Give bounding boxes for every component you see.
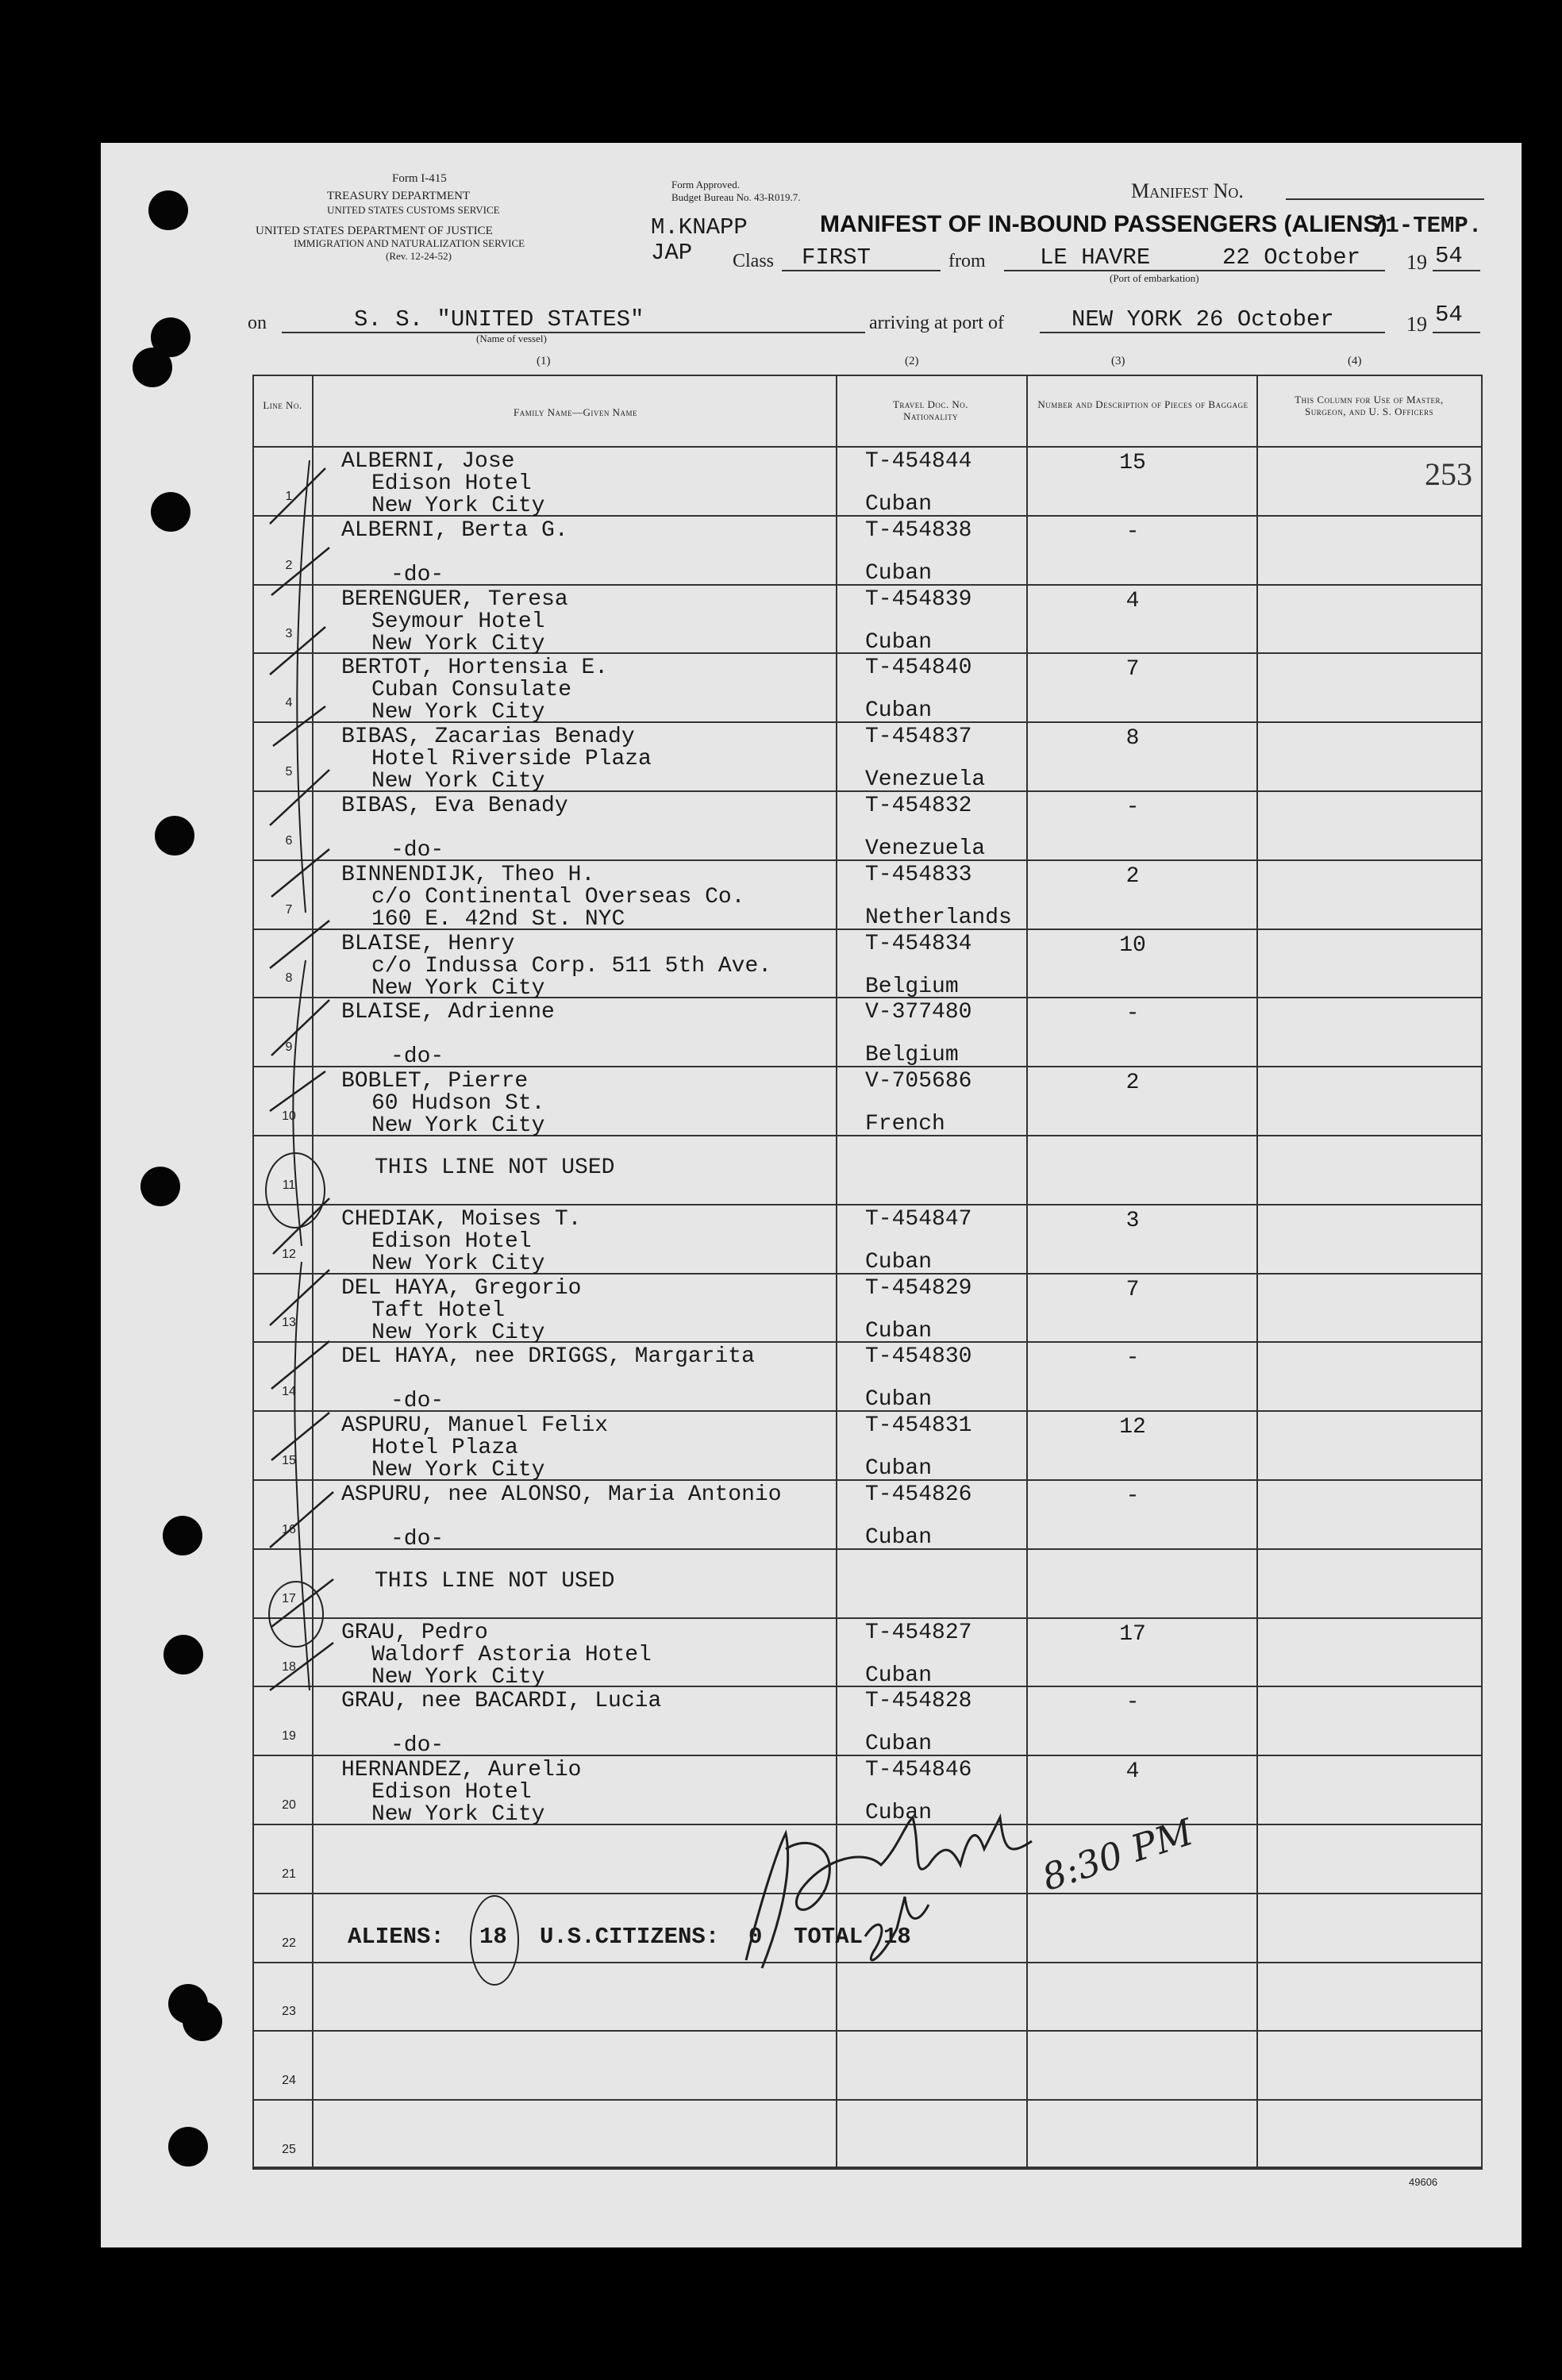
passenger-address-2: -do- xyxy=(390,1389,444,1413)
line-number: 1 xyxy=(285,490,293,503)
line-number: 24 xyxy=(282,2074,296,2087)
line-number: 20 xyxy=(282,1798,296,1812)
passenger-address-2: New York City xyxy=(371,1458,545,1482)
punch-hole xyxy=(163,1516,202,1555)
manifest-no-line xyxy=(1286,198,1484,200)
passenger-name: GRAU, nee BACARDI, Lucia xyxy=(341,1689,662,1713)
handwritten-signature xyxy=(730,1801,1079,1984)
passenger-address-2: -do- xyxy=(390,838,444,863)
header-rule xyxy=(252,446,1483,448)
header-line-no: Line No. xyxy=(263,399,302,411)
line-number: 23 xyxy=(282,2005,296,2018)
punch-hole xyxy=(155,816,194,855)
passenger-address-2: 160 E. 42nd St. NYC xyxy=(371,907,625,932)
line-number: 8 xyxy=(285,971,293,985)
nationality: Cuban xyxy=(865,1525,933,1550)
baggage-count: 2 xyxy=(1125,1071,1140,1095)
travel-doc-number: T-454833 xyxy=(865,863,972,887)
ins-label: IMMIGRATION AND NATURALIZATION SERVICE xyxy=(294,237,525,249)
col-divider xyxy=(1256,375,1258,2168)
vessel-name: S. S. "UNITED STATES" xyxy=(354,306,644,333)
officer-initials-2: JAP xyxy=(651,240,693,266)
baggage-count: 4 xyxy=(1125,589,1140,613)
passenger-name: CHEDIAK, Moises T. xyxy=(341,1207,582,1232)
nationality: Cuban xyxy=(865,698,933,723)
budget-label: Budget Bureau No. 43-R019.7. xyxy=(671,191,801,203)
passenger-name: BLAISE, Adrienne xyxy=(341,1000,555,1025)
on-label: on xyxy=(248,313,267,333)
aliens-label: ALIENS: xyxy=(348,1924,444,1950)
passenger-address-2: -do- xyxy=(390,1527,444,1551)
nationality: Venezuela xyxy=(865,767,986,792)
punch-hole xyxy=(164,1635,203,1674)
travel-doc-number: T-454847 xyxy=(865,1207,972,1232)
depart-year: 54 xyxy=(1435,243,1463,269)
nationality: French xyxy=(865,1112,945,1136)
line-number: 4 xyxy=(285,696,293,709)
travel-doc-number: T-454828 xyxy=(865,1689,972,1713)
row-rule xyxy=(252,1617,1483,1619)
passenger-name: BERTOT, Hortensia E. xyxy=(341,656,609,680)
depart-year-line xyxy=(1433,270,1480,271)
line-number: 12 xyxy=(282,1248,296,1261)
nationality: Cuban xyxy=(865,1663,933,1688)
punch-hole xyxy=(133,348,172,387)
travel-doc-number: T-454826 xyxy=(865,1482,972,1507)
class-label: Class xyxy=(733,251,775,271)
stamp-number: 253 xyxy=(1425,456,1472,492)
travel-doc-number: T-454830 xyxy=(865,1344,972,1369)
passenger-address-2: New York City xyxy=(371,769,545,794)
port-line xyxy=(1004,270,1385,271)
col-number-1: (1) xyxy=(537,355,551,367)
passenger-name: ALBERNI, Jose xyxy=(341,449,515,474)
aliens-circle xyxy=(470,1895,519,1986)
col-number-3: (3) xyxy=(1111,355,1125,367)
travel-doc-number: T-454839 xyxy=(865,587,972,612)
passenger-address-1: Seymour Hotel xyxy=(371,609,545,634)
baggage-count: 15 xyxy=(1119,451,1146,475)
baggage-count: 7 xyxy=(1125,657,1140,682)
handwritten-time: 8:30 PM xyxy=(1037,1810,1198,1899)
line-number: 22 xyxy=(282,1936,296,1950)
row-rule xyxy=(252,2030,1483,2032)
travel-doc-number: V-705686 xyxy=(865,1069,972,1094)
baggage-count: 12 xyxy=(1119,1415,1146,1440)
passenger-address-1: Taft Hotel xyxy=(371,1298,506,1323)
punch-hole xyxy=(183,2001,222,2041)
travel-doc-number: T-454834 xyxy=(865,932,972,956)
line-number: 5 xyxy=(285,765,293,779)
nationality: Cuban xyxy=(865,1456,933,1481)
header-travel-doc: Travel Doc. No. Nationality xyxy=(892,398,969,422)
passenger-address-1: c/o Indussa Corp. 511 5th Ave. xyxy=(371,954,772,979)
baggage-count: 2 xyxy=(1125,864,1140,889)
nationality: Cuban xyxy=(865,1387,933,1412)
depart-date: 22 October xyxy=(1222,244,1361,271)
class-value: FIRST xyxy=(802,244,871,271)
line-number: 7 xyxy=(285,903,293,917)
baggage-count: - xyxy=(1125,520,1140,544)
travel-doc-number: T-454840 xyxy=(865,656,972,680)
passenger-name: BIBAS, Eva Benady xyxy=(341,794,568,818)
passenger-address-2: New York City xyxy=(371,976,545,1001)
passenger-address-2: New York City xyxy=(371,1665,545,1690)
passenger-name: HERNANDEZ, Aurelio xyxy=(341,1758,582,1782)
passenger-name: BIBAS, Zacarias Benady xyxy=(341,725,635,749)
travel-doc-number: T-454844 xyxy=(865,449,972,474)
revision-label: (Rev. 12-24-52) xyxy=(386,250,452,262)
passenger-name: BERENGUER, Teresa xyxy=(341,587,568,612)
port-caption: (Port of embarkation) xyxy=(1110,272,1199,284)
col-number-4: (4) xyxy=(1348,355,1362,367)
total-label: TOTAL xyxy=(794,1924,864,1950)
approved-label: Form Approved. xyxy=(671,179,740,190)
passenger-address-2: New York City xyxy=(371,632,545,656)
passenger-name: THIS LINE NOT USED xyxy=(375,1155,615,1180)
punch-hole xyxy=(140,1167,180,1206)
passenger-address-2: New York City xyxy=(371,1802,545,1827)
nationality: Netherlands xyxy=(865,905,1012,930)
citizens-count: 0 xyxy=(748,1924,763,1950)
nationality: Cuban xyxy=(865,492,933,517)
travel-doc-number: T-454837 xyxy=(865,725,972,749)
line-number: 11 xyxy=(282,1178,296,1192)
from-label: from xyxy=(948,251,986,271)
class-line xyxy=(782,270,941,271)
baggage-count: 8 xyxy=(1125,726,1140,751)
passenger-address-2: -do- xyxy=(390,1733,444,1758)
line-number: 3 xyxy=(285,627,293,640)
nationality: Cuban xyxy=(865,630,933,655)
justice-label: UNITED STATES DEPARTMENT OF JUSTICE xyxy=(256,225,493,237)
passenger-address-2: New York City xyxy=(371,700,545,725)
line-number: 6 xyxy=(285,834,293,848)
customs-label: UNITED STATES CUSTOMS SERVICE xyxy=(327,204,500,216)
passenger-name: ASPURU, nee ALONSO, Maria Antonio xyxy=(341,1482,782,1507)
punch-hole xyxy=(148,190,188,230)
travel-doc-number: T-454827 xyxy=(865,1621,972,1645)
arrival-year: 54 xyxy=(1435,302,1463,328)
manifest-title: MANIFEST OF IN-BOUND PASSENGERS (ALIENS) xyxy=(820,211,1387,237)
baggage-count: 3 xyxy=(1125,1209,1140,1233)
line-number: 16 xyxy=(282,1523,296,1536)
passenger-name: ASPURU, Manuel Felix xyxy=(341,1413,609,1438)
passenger-address-1: Hotel Riverside Plaza xyxy=(371,747,652,771)
line-number: 18 xyxy=(282,1660,296,1674)
nationality: Cuban xyxy=(865,1732,933,1756)
passenger-address-1: Edison Hotel xyxy=(371,471,532,496)
baggage-count: - xyxy=(1125,1002,1140,1026)
port-value: LE HAVRE xyxy=(1040,244,1151,271)
travel-doc-number: T-454831 xyxy=(865,1413,972,1438)
nationality: Belgium xyxy=(865,975,959,999)
nationality: Cuban xyxy=(865,1801,933,1825)
passenger-name: BOBLET, Pierre xyxy=(341,1069,529,1094)
line-number: 2 xyxy=(285,559,293,572)
baggage-count: - xyxy=(1125,795,1140,820)
passenger-address-2: -do- xyxy=(390,563,444,587)
line-number: 17 xyxy=(282,1592,296,1605)
manifest-no-label: Manifest No. xyxy=(1131,179,1244,202)
nationality: Cuban xyxy=(865,1250,933,1275)
nationality: Venezuela xyxy=(865,836,986,861)
line-number: 13 xyxy=(282,1316,296,1329)
line-number: 15 xyxy=(282,1454,296,1467)
passenger-address-1: c/o Continental Overseas Co. xyxy=(371,885,745,909)
line-number: 21 xyxy=(282,1867,296,1881)
travel-doc-number: T-454832 xyxy=(865,794,972,818)
vessel-line xyxy=(282,332,865,333)
treasury-label: TREASURY DEPARTMENT xyxy=(327,190,471,202)
line-number: 25 xyxy=(282,2143,296,2156)
header-name: Family Name—Given Name xyxy=(514,406,637,418)
baggage-count: 17 xyxy=(1119,1622,1146,1647)
passenger-name: GRAU, Pedro xyxy=(341,1621,488,1645)
baggage-count: - xyxy=(1125,1346,1140,1371)
passenger-name: DEL HAYA, nee DRIGGS, Margarita xyxy=(341,1344,755,1369)
nationality: Belgium xyxy=(865,1043,959,1067)
arrival-year-line xyxy=(1433,332,1480,333)
header-officers: This Column for Use of Master, Surgeon, and U. S. Officers xyxy=(1295,394,1444,417)
depart-year-prefix: 19 xyxy=(1406,251,1427,274)
passenger-address-1: 60 Hudson St. xyxy=(371,1091,545,1116)
form-code: 49606 xyxy=(1409,2176,1438,2188)
punch-hole xyxy=(168,2127,208,2167)
nationality: Cuban xyxy=(865,1319,933,1344)
travel-doc-number: V-377480 xyxy=(865,1000,972,1025)
punch-hole xyxy=(151,492,190,532)
row-rule xyxy=(252,2168,1483,2170)
travel-doc-number: T-454829 xyxy=(865,1276,972,1301)
passenger-address-2: New York City xyxy=(371,494,545,518)
form-number: Form I-415 xyxy=(392,172,447,185)
passenger-address-2: New York City xyxy=(371,1113,545,1138)
arrival-line xyxy=(1040,332,1385,333)
vessel-caption: (Name of vessel) xyxy=(476,333,547,344)
officer-initials-1: M.KNAPP xyxy=(651,214,748,240)
passenger-address-2: -do- xyxy=(390,1044,444,1069)
passenger-address-1: Waldorf Astoria Hotel xyxy=(371,1643,652,1667)
line-number: 9 xyxy=(285,1040,293,1054)
line-number: 19 xyxy=(282,1729,296,1743)
passenger-address-1: Edison Hotel xyxy=(371,1229,532,1254)
passenger-address-2: New York City xyxy=(371,1321,545,1345)
baggage-count: 7 xyxy=(1125,1278,1140,1302)
line-11-circle xyxy=(265,1152,325,1228)
passenger-address-1: Hotel Plaza xyxy=(371,1436,518,1460)
nationality: Cuban xyxy=(865,561,933,586)
col-number-2: (2) xyxy=(905,355,919,367)
baggage-count: 10 xyxy=(1119,933,1146,958)
passenger-address-1: Edison Hotel xyxy=(371,1780,532,1805)
row-rule xyxy=(252,2099,1483,2101)
baggage-count: - xyxy=(1125,1484,1140,1509)
line-number: 10 xyxy=(282,1109,296,1123)
baggage-count: - xyxy=(1125,1690,1140,1715)
travel-doc-number: T-454838 xyxy=(865,518,972,543)
passenger-name: BLAISE, Henry xyxy=(341,932,515,956)
passenger-name: BINNENDIJK, Theo H. xyxy=(341,863,595,887)
travel-doc-number: T-454846 xyxy=(865,1758,972,1782)
citizens-label: U.S.CITIZENS: xyxy=(540,1924,720,1950)
total-count: 18 xyxy=(883,1924,911,1950)
passenger-address-2: New York City xyxy=(371,1252,545,1276)
line-17-circle xyxy=(268,1581,324,1648)
passenger-address-1: Cuban Consulate xyxy=(371,678,572,702)
arriving-label: arriving at port of xyxy=(869,313,1004,333)
passenger-name: THIS LINE NOT USED xyxy=(375,1569,615,1594)
header-baggage: Number and Description of Pieces of Baggage xyxy=(1037,398,1248,410)
passenger-name: DEL HAYA, Gregorio xyxy=(341,1276,582,1301)
row-rule xyxy=(252,1204,1483,1205)
baggage-count: 4 xyxy=(1125,1759,1140,1784)
arrival-port-date: NEW YORK 26 October xyxy=(1071,306,1334,333)
aliens-count: 18 xyxy=(479,1924,507,1950)
line-number: 14 xyxy=(282,1385,296,1398)
manifest-title-suffix: 71-TEMP. xyxy=(1372,213,1483,239)
arrival-year-prefix: 19 xyxy=(1406,313,1427,336)
passenger-name: ALBERNI, Berta G. xyxy=(341,518,568,543)
